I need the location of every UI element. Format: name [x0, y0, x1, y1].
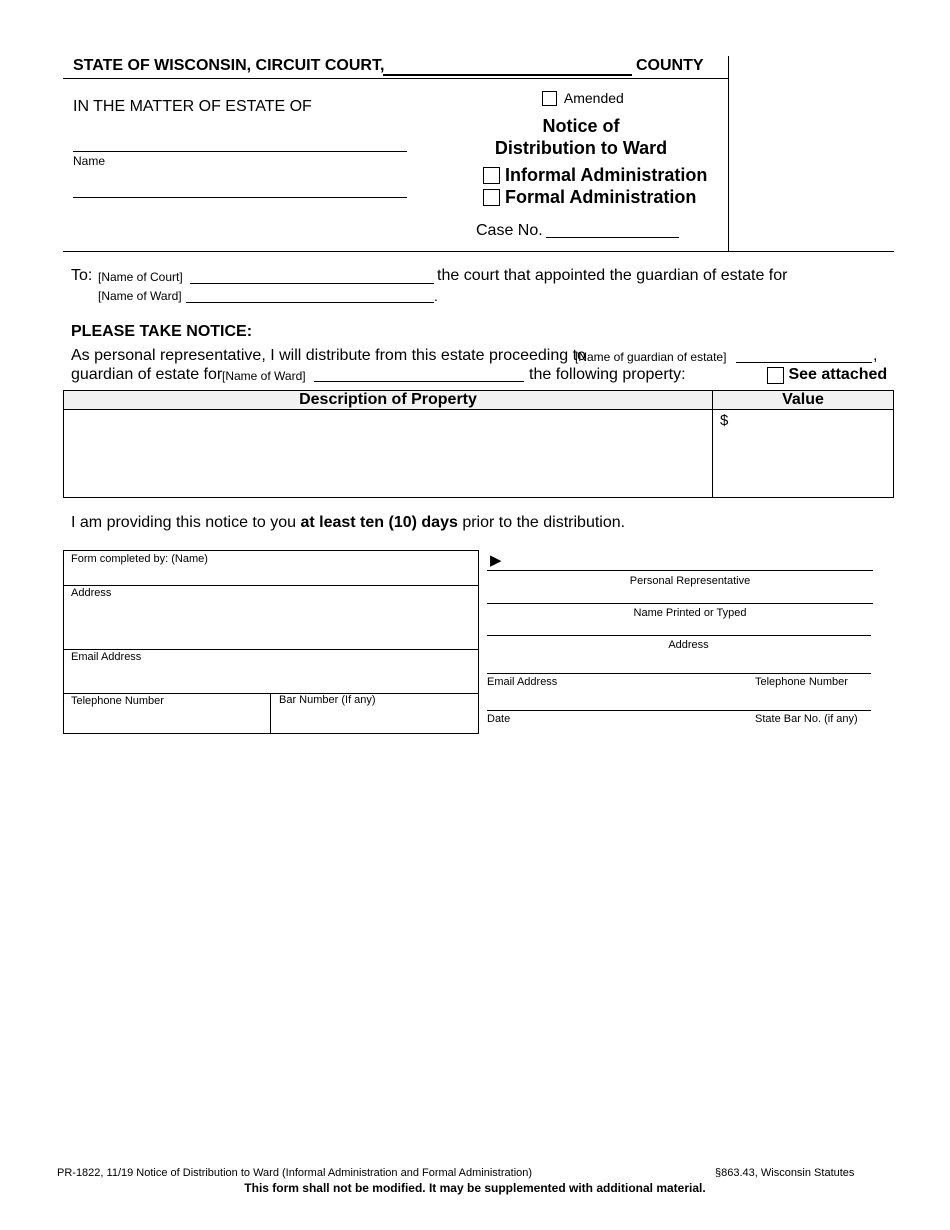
court-heading: STATE OF WISCONSIN, CIRCUIT COURT,	[73, 57, 385, 74]
ward-name-line[interactable]	[186, 302, 434, 303]
statement-pre: I am providing this notice to you	[71, 514, 297, 531]
email-label[interactable]: Email Address	[71, 651, 142, 663]
notice-line2-text: guardian of estate for	[71, 366, 223, 383]
ten-days-statement	[71, 514, 625, 532]
estate-name-line[interactable]	[73, 151, 407, 152]
sig-address-label: Address	[668, 639, 709, 651]
form-title-line1: Notice of	[542, 116, 620, 136]
completed-by-label[interactable]: Form completed by: (Name)	[71, 553, 208, 565]
guardian-name-hint: [Name of guardian of estate]	[575, 350, 727, 364]
property-table	[63, 390, 894, 498]
to-label: To:	[71, 267, 93, 284]
estate-name-line-2[interactable]	[73, 197, 407, 198]
informal-option[interactable]	[483, 164, 707, 186]
state-bar-label: State Bar No. (if any)	[755, 713, 858, 725]
table-row	[64, 410, 894, 498]
notice-line1-text: As personal representative, I will distribute from this estate proceeding to	[71, 347, 586, 364]
court-name-line[interactable]	[190, 283, 434, 284]
bar-number-label[interactable]: Bar Number (If any)	[279, 694, 376, 706]
name-of-court-hint: [Name of Court]	[98, 270, 183, 284]
following-property-text: the following property:	[529, 366, 686, 383]
name-printed-line[interactable]	[487, 603, 873, 604]
email-phone-line[interactable]	[487, 673, 871, 674]
value-header: Value	[713, 391, 894, 410]
name-of-ward-hint: [Name of Ward]	[98, 289, 182, 303]
case-no-label: Case No.	[476, 222, 543, 239]
amended-checkbox[interactable]	[542, 91, 557, 106]
guardian-comma: ,	[873, 347, 878, 364]
formal-label: Formal Administration	[505, 186, 697, 207]
header-rule	[63, 78, 728, 79]
sig-telephone-label: Telephone Number	[755, 676, 848, 688]
notice-heading: PLEASE TAKE NOTICE:	[71, 323, 253, 340]
guardian-name-line[interactable]	[736, 362, 872, 363]
see-attached-option[interactable]	[767, 366, 887, 384]
signature-arrow: ▶	[490, 552, 502, 569]
header-bottom-rule	[63, 251, 894, 252]
name-printed-label: Name Printed or Typed	[633, 607, 747, 619]
signature-line[interactable]	[487, 570, 873, 571]
court-text: the court that appointed the guardian of estate for	[437, 267, 788, 284]
county-label: COUNTY	[636, 57, 704, 74]
box-rule-1	[63, 585, 478, 586]
formal-checkbox[interactable]	[483, 189, 500, 206]
dollar-sign: $	[720, 412, 729, 429]
value-cell[interactable]	[713, 410, 894, 498]
informal-checkbox[interactable]	[483, 167, 500, 184]
header-vertical-divider	[728, 56, 729, 252]
statement-post: prior to the distribution.	[462, 514, 626, 531]
description-header: Description of Property	[64, 391, 713, 410]
date-bar-line[interactable]	[487, 710, 871, 711]
informal-label: Informal Administration	[505, 164, 708, 185]
property-table-header	[64, 391, 894, 410]
footer-disclaimer: This form shall not be modified. It may be supplemented with additional material.	[244, 1181, 706, 1195]
statute-ref: §863.43, Wisconsin Statutes	[715, 1167, 855, 1179]
formal-option[interactable]	[483, 186, 696, 208]
personal-rep-label: Personal Representative	[629, 575, 751, 587]
amended-label: Amended	[563, 90, 624, 107]
ward-name-line-2[interactable]	[314, 381, 524, 382]
matter-label: IN THE MATTER OF ESTATE OF	[73, 98, 312, 115]
box-rule-2	[63, 649, 478, 650]
description-cell[interactable]	[64, 410, 713, 498]
form-title-line2: Distribution to Ward	[494, 138, 668, 158]
box-vertical-rule	[270, 693, 271, 733]
see-attached-checkbox[interactable]	[767, 367, 784, 384]
name-label: Name	[73, 154, 106, 168]
address-label[interactable]: Address	[71, 587, 112, 599]
amended-option[interactable]	[542, 89, 624, 106]
ward-period: .	[434, 288, 438, 304]
statement-bold: at least ten (10) days	[300, 514, 458, 531]
case-no-line[interactable]	[546, 237, 679, 238]
county-line[interactable]	[383, 74, 632, 76]
address-line[interactable]	[487, 635, 871, 636]
ward-name-hint-2: [Name of Ward]	[222, 369, 306, 383]
date-label: Date	[487, 713, 511, 725]
telephone-label[interactable]: Telephone Number	[71, 695, 164, 707]
sig-email-label: Email Address	[487, 676, 558, 688]
see-attached-label: See attached	[788, 366, 888, 383]
form-id: PR-1822, 11/19 Notice of Distribution to Ward (Informal Administration and Formal Administration)	[57, 1167, 533, 1179]
